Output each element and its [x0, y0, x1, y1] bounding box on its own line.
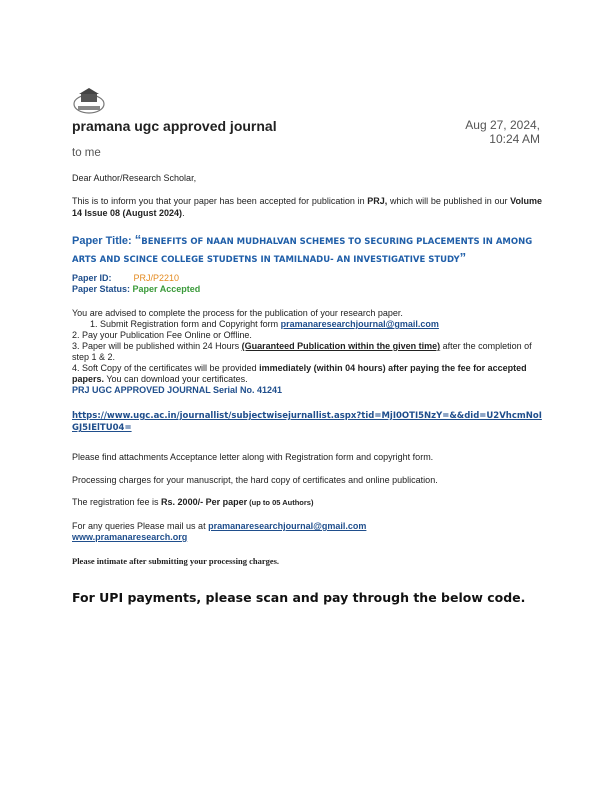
fee-amount: Rs. 2000/- Per paper	[161, 497, 248, 507]
paper-id-row	[72, 273, 200, 284]
sender-name: pramana ugc approved journal	[72, 118, 277, 134]
queries-text: For any queries Please mail us at	[72, 521, 209, 531]
open-quote: “	[134, 232, 142, 247]
step-3	[72, 341, 542, 363]
charges-note: Processing charges for your manuscript, the hard copy of certificates and online publication.	[72, 475, 438, 485]
step-4	[72, 363, 542, 385]
queries-email-link[interactable]: pramanaresearchjournal@gmail.com	[208, 521, 367, 531]
issue-info: Volume 14 Issue 08 (August 2024)	[72, 196, 542, 218]
intro-paragraph	[72, 196, 542, 219]
website-link[interactable]: www.pramanaresearch.org	[72, 532, 188, 542]
email-date: Aug 27, 2024,	[465, 118, 540, 132]
email-timestamp	[420, 118, 540, 146]
recipient-line: to me	[72, 147, 101, 159]
upi-heading: For UPI payments, please scan and pay through the below code.	[72, 590, 526, 605]
greeting: Dear Author/Research Scholar,	[72, 173, 197, 183]
paper-status-row	[72, 284, 200, 295]
fee-text: The registration fee is	[72, 497, 162, 507]
paper-id: PRJ/P2210	[133, 273, 180, 283]
steps-list	[72, 308, 542, 396]
step-4-bold: immediately (within 04 hours) after paying the fee for accepted papers.	[72, 363, 527, 384]
paper-status-label: Paper Status:	[72, 284, 131, 294]
ugc-list-link[interactable]: https://www.ugc.ac.in/journallist/subjectwisejurnallist.aspx?tid=MjI0OTI5NzY=&&did=U2VhcmNoIGJ5IElTU04=	[72, 411, 542, 433]
serial-number: PRJ UGC APPROVED JOURNAL Serial No. 41241	[72, 385, 283, 395]
advice: You are advised to complete the process for the publication of your research paper.	[72, 308, 403, 318]
step-3-guarantee: (Guaranteed Publication within the given time)	[241, 341, 441, 351]
step-1	[72, 319, 542, 330]
step-1-text: 1. Submit Registration form and Copyright form	[90, 319, 281, 329]
attachments-note: Please find attachments Acceptance letter along with Registration form and copyright form.	[72, 452, 434, 462]
email-time: 10:24 AM	[489, 132, 540, 146]
website-line	[72, 532, 366, 543]
intro-end: .	[182, 207, 185, 218]
paper-meta	[72, 273, 200, 295]
paper-status: Paper Accepted	[132, 284, 201, 294]
queries-line	[72, 521, 366, 532]
intimate-note: Please intimate after submitting your processing charges.	[72, 556, 280, 566]
paper-title-label: Paper Title:	[72, 235, 135, 247]
intro-text-2: which will be published in our	[387, 196, 511, 206]
fee-note	[72, 497, 313, 509]
paper-title-block	[72, 232, 542, 268]
journal-name: PRJ,	[367, 196, 388, 206]
step-3-suffix: after the completion of step 1 & 2.	[72, 341, 532, 362]
step-3-text: 3. Paper will be published within 24 Hours	[72, 341, 242, 351]
paper-title: BENEFITS OF NAAN MUDHALVAN SCHEMES TO SECURING PLACEMENTS IN AMONG ARTS AND SCINCE COLLEGE STUDETNS IN TAMILNADU- AN INVESTIGATIVE STUDY	[72, 237, 533, 265]
step-4-suffix: You can download your certificates.	[104, 374, 248, 384]
paper-id-label: Paper ID:	[72, 273, 112, 283]
registration-email-link[interactable]: pramanaresearchjournal@gmail.com	[280, 319, 439, 329]
step-2: 2. Pay your Publication Fee Online or Offline.	[72, 330, 252, 340]
fee-authors-note: (up to 05 Authors)	[247, 498, 314, 507]
intro-text: This is to inform you that your paper has been accepted for publication in	[72, 196, 368, 206]
queries-note	[72, 521, 366, 543]
step-4-text: 4. Soft Copy of the certificates will be provided	[72, 363, 260, 373]
close-quote: ”	[459, 250, 467, 265]
journal-logo-icon	[72, 86, 106, 118]
